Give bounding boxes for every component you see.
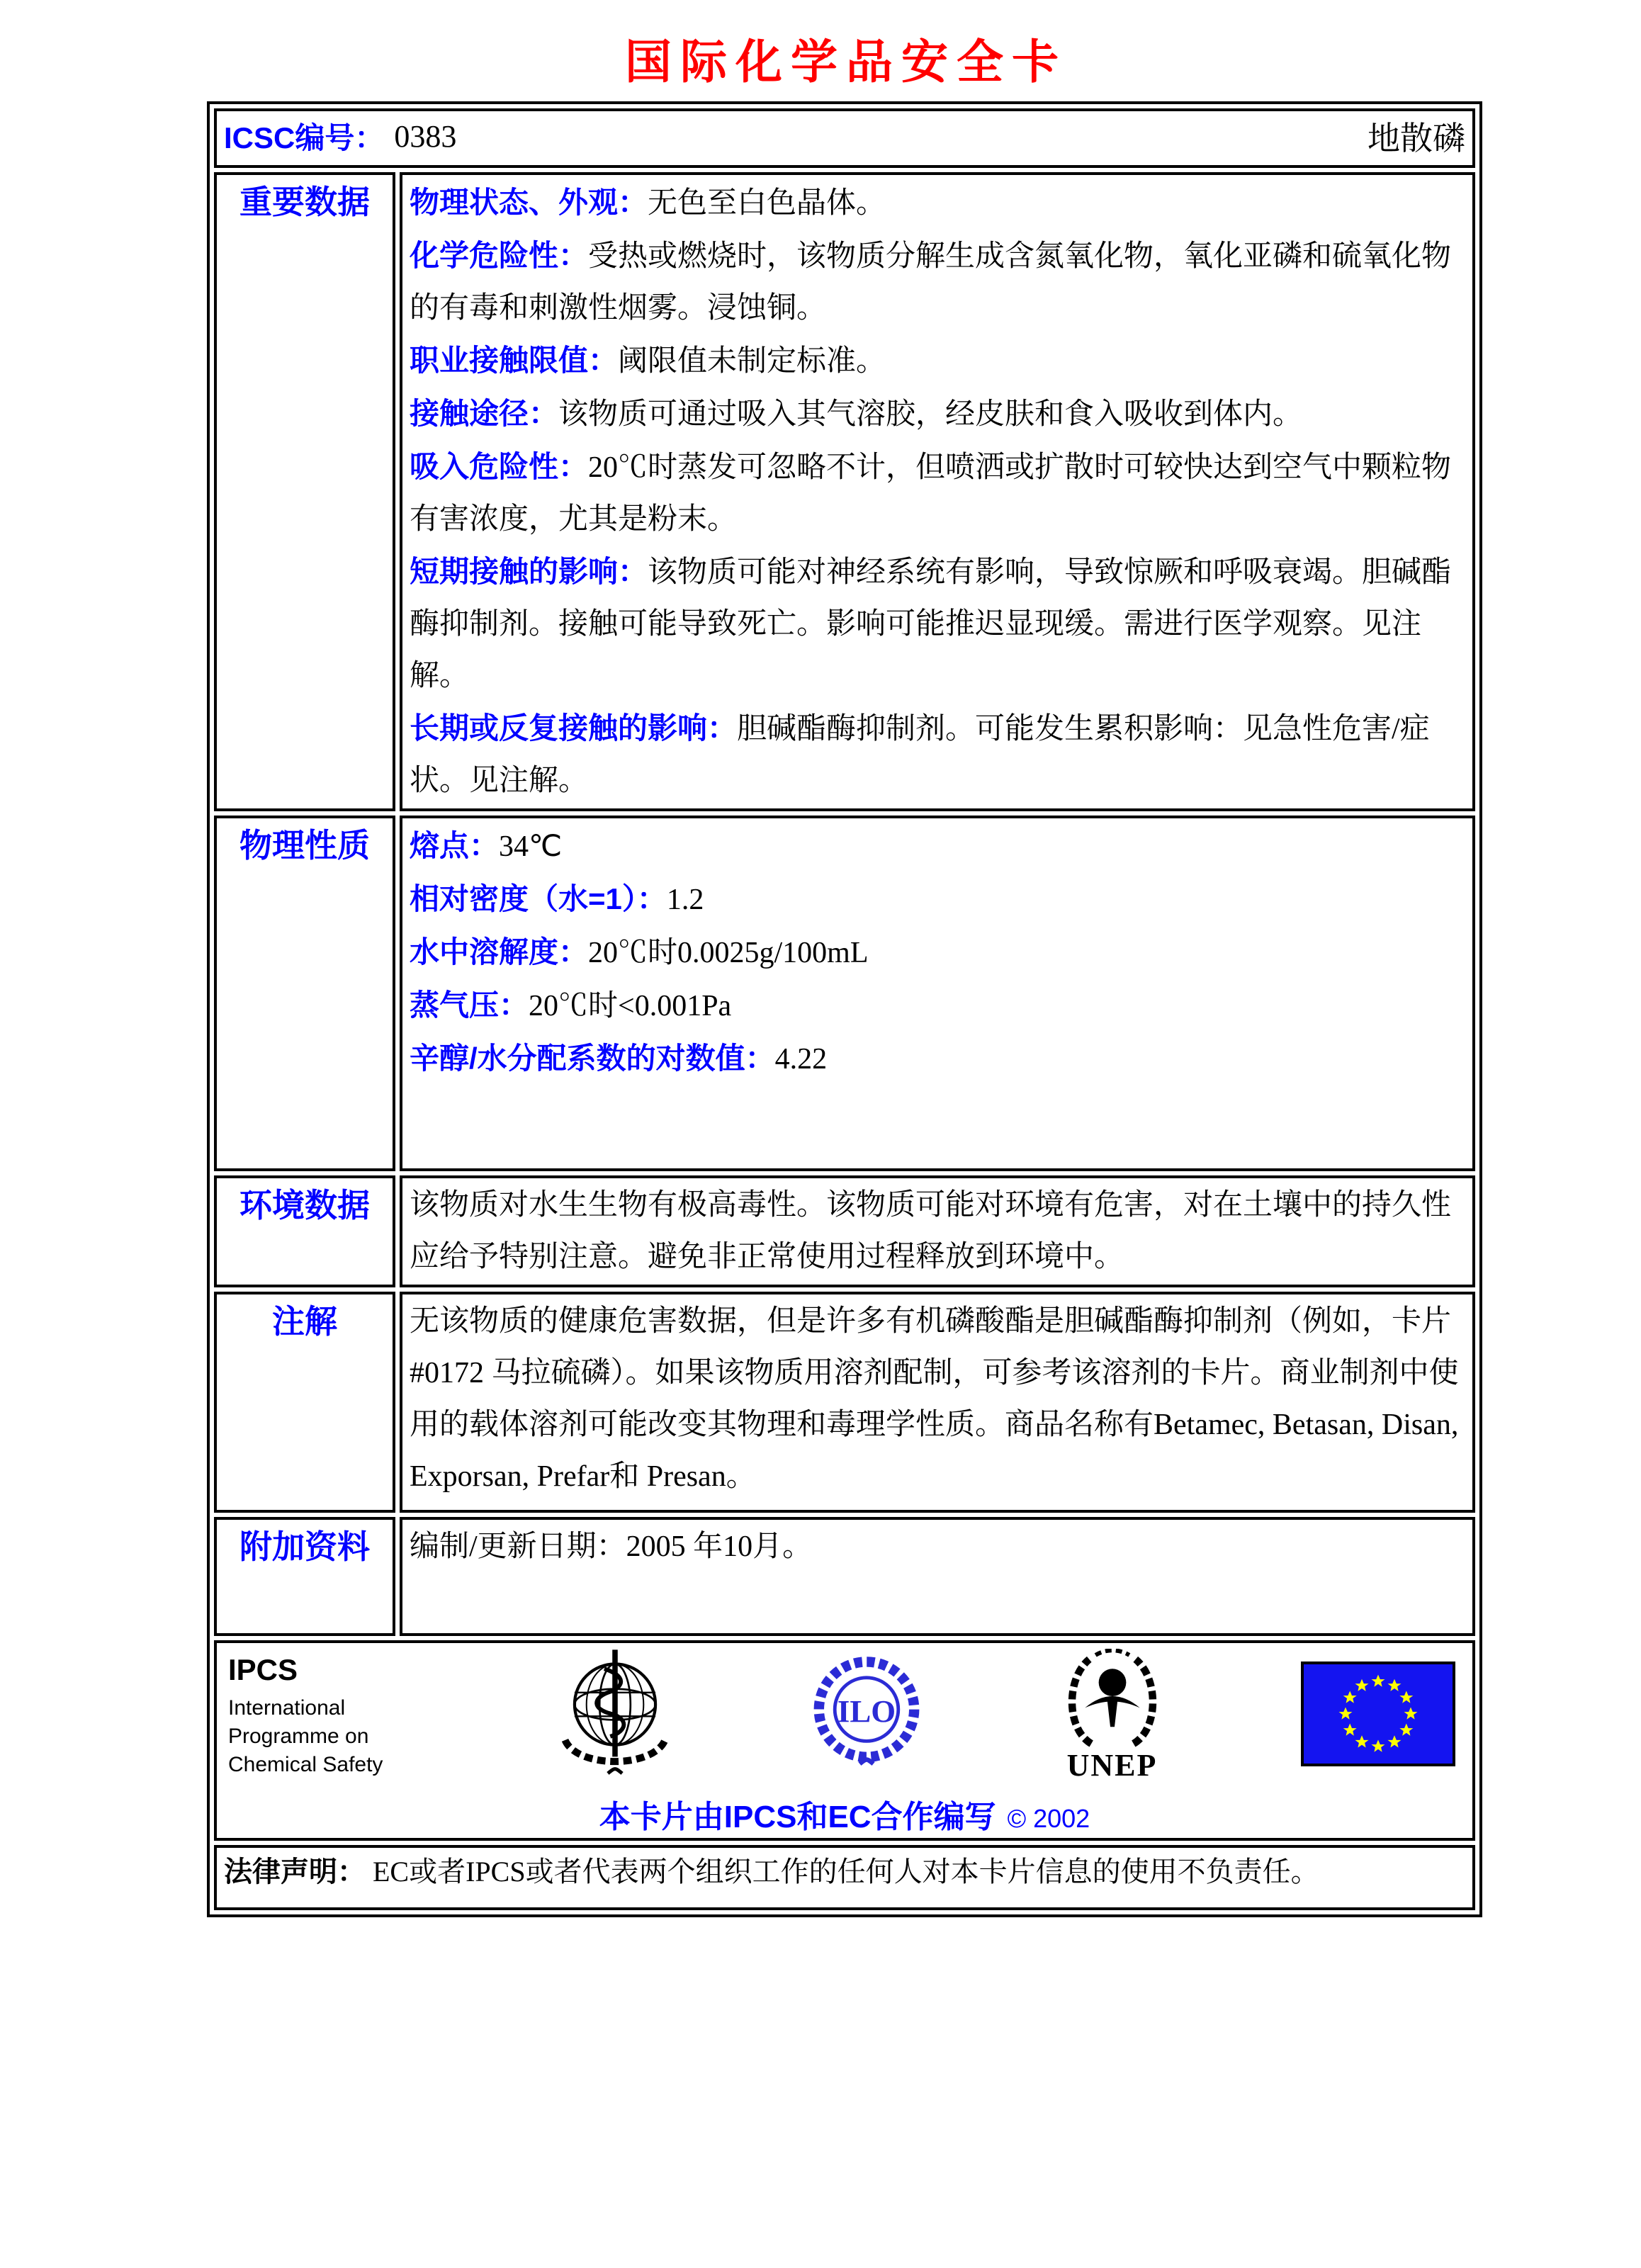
data-item [410,176,1465,230]
legal-cell [214,1845,1475,1910]
item-label: 长期或反复接触的影响： [410,711,738,745]
icsc-number-cell [214,108,1475,168]
physical-properties-row [214,816,1475,1171]
who-icon [556,1647,675,1784]
item-text: 20℃时<0.001Pa [529,990,732,1022]
ipcs-block [228,1653,419,1779]
item-label: 接触途径： [410,397,559,430]
ipcs-subtitle-line: Programme on [228,1724,369,1748]
environmental-data-cell [400,1175,1475,1287]
section-environmental-data-label: 环境数据 [214,1175,395,1287]
item-text: 1.2 [666,884,704,916]
icsc-card-table [207,101,1482,1917]
credit-text: 本卡片由IPCS和EC合作编写 [599,1800,996,1834]
additional-info-row [214,1517,1475,1636]
section-notes-label: 注解 [214,1292,395,1513]
additional-info-cell [400,1517,1475,1636]
section-physical-properties-label: 物理性质 [214,816,395,1171]
item-text: 该物质可能对神经系统有影响，导致惊厥和呼吸衰竭。胆碱酯酶抑制剂。接触可能导致死亡。影响可能推迟显现缓。需进行医学观察。见注解。 [410,556,1452,692]
item-text: 20℃时蒸发可忽略不计，但喷洒或扩散时可较快达到空气中颗粒物有害浓度，尤其是粉末。 [410,451,1452,536]
item-label: 辛醇/水分配系数的对数值： [410,1042,775,1075]
property-item [410,1032,1465,1085]
page-title: 国际化学品安全卡 [625,37,1067,89]
icsc-number-row [214,108,1475,168]
property-item [410,926,1465,979]
unep-label: UNEP [1066,1747,1158,1783]
data-item [410,230,1465,334]
logos-cell [214,1640,1475,1841]
legal-text: EC或者IPCS或者代表两个组织工作的任何人对本卡片信息的使用不负责任。 [373,1856,1319,1888]
ipcs-title: IPCS [228,1652,298,1686]
notes-row [214,1292,1475,1513]
legal-label: 法律声明： [224,1856,366,1888]
data-item [410,546,1465,702]
ipcs-subtitle-line: International [228,1696,346,1720]
eu-flag-icon [1301,1661,1455,1770]
ilo-label: ILO [837,1693,896,1730]
item-label: 物理状态、外观： [410,186,648,219]
physical-properties-cell [400,816,1475,1171]
item-text: 阈限值未制定标准。 [618,345,886,378]
item-text: 该物质可通过吸入其气溶胶，经皮肤和食入吸收到体内。 [558,398,1303,431]
notes-cell [400,1292,1475,1513]
property-item [410,820,1465,873]
important-data-cell [400,172,1475,811]
unep-block [1059,1649,1166,1783]
notes-text: 无该物质的健康危害数据，但是许多有机磷酸酯是胆碱酯酶抑制剂（例如，卡片#0172 马拉硫磷）。如果该物质用溶剂配制，可参考该溶剂的卡片。商业制剂中使用的载体溶剂可能改变其物理和毒理学性质。商品名称有Betamec, Betasan, Disan, Exporsan, Prefar和 Presan。 [410,1305,1459,1493]
chemical-name: 地散磷 [1368,120,1465,157]
item-label: 熔点： [410,829,500,862]
copyright: © 2002 [1007,1804,1090,1833]
item-label: 蒸气压： [410,988,529,1022]
section-additional-info-label: 附加资料 [214,1517,395,1636]
additional-info-date [410,1521,1465,1573]
item-text: 34℃ [499,830,563,863]
item-label: 相对密度（水=1）： [410,882,667,915]
item-text: 4.22 [774,1043,828,1076]
item-text: 胆碱酯酶抑制剂。可能发生累积影响：见急性危害/症状。见注解。 [410,713,1430,797]
environmental-data-text: 该物质对水生生物有极高毒性。该物质可能对环境有危害，对在土壤中的持久性应给予特别注意。避免非正常使用过程释放到环境中。 [410,1189,1452,1273]
data-item [410,702,1465,807]
credit-line [224,1791,1465,1837]
date-label: 编制/更新日期： [410,1530,626,1563]
logos-row [214,1640,1475,1841]
important-data-row [214,172,1475,811]
icsc-document-page [207,0,1485,1917]
date-text: 2005 年10月。 [626,1530,813,1563]
ilo-icon [810,1647,923,1784]
item-label: 水中溶解度： [410,935,589,969]
item-text: 无色至白色晶体。 [648,187,886,220]
item-label: 短期接触的影响： [410,555,648,588]
item-label: 化学危险性： [410,239,589,272]
environmental-data-row [214,1175,1475,1287]
ipcs-subtitle-line: Chemical Safety [228,1752,383,1776]
item-text: 受热或燃烧时，该物质分解生成含氮氧化物，氧化亚磷和硫氧化物的有毒和刺激性烟雾。浸蚀铜。 [410,240,1452,325]
data-item [410,334,1465,388]
section-important-data-label: 重要数据 [214,172,395,811]
data-item [410,441,1465,546]
property-item [410,873,1465,926]
item-text: 20℃时0.0025g/100mL [588,937,869,969]
icsc-number-value: 0383 [394,118,457,154]
icsc-number-label: ICSC编号： [224,121,385,154]
property-item [410,979,1465,1032]
data-item [410,388,1465,441]
item-label: 吸入危险性： [410,450,589,483]
item-label: 职业接触限值： [410,344,619,377]
legal-row [214,1845,1475,1910]
